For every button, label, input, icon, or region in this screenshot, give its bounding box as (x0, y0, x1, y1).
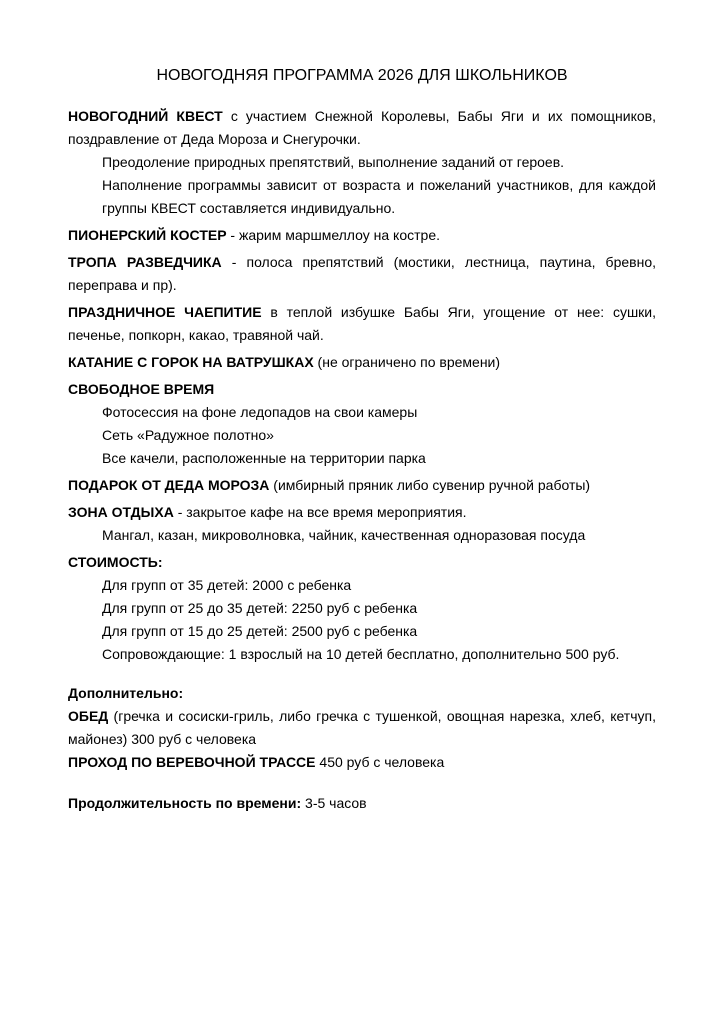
quest-details (102, 151, 656, 220)
rest-zone-text: - закрытое кафе на все время мероприятия. (173, 504, 467, 520)
bonfire-text: - жарим маршмеллоу на костре. (226, 227, 440, 243)
rest-zone-paragraph (68, 501, 656, 524)
duration-text: 3-5 часов (301, 795, 367, 811)
rest-zone-heading: ЗОНА ОТДЫХА (68, 504, 174, 520)
scout-trail-heading: ТРОПА РАЗВЕДЧИКА (68, 254, 222, 270)
lunch-text: (гречка и сосиски-гриль, либо гречка с тушенкой, овощная нарезка, хлеб, кетчуп, майонез) 300 руб с человека (68, 708, 656, 747)
document-title: НОВОГОДНЯЯ ПРОГРАММА 2026 ДЛЯ ШКОЛЬНИКОВ (156, 67, 568, 84)
additional-heading: Дополнительно: (68, 685, 184, 701)
gift-text: (имбирный пряник либо сувенир ручной работы) (269, 477, 591, 493)
free-time-item: Сеть «Радужное полотно» (102, 427, 274, 443)
pricing-item: Сопровождающие: 1 взрослый на 10 детей бесплатно, дополнительно 500 руб. (102, 646, 620, 662)
tea-party-text: в теплой избушке Бабы Яги, угощение от нее: сушки, печенье, попкорн, какао, травяной чай. (68, 304, 657, 343)
quest-heading: НОВОГОДНИЙ КВЕСТ (68, 108, 223, 124)
rest-zone-item: Мангал, казан, микроволновка, чайник, качественная одноразовая посуда (102, 527, 586, 543)
gift-heading: ПОДАРОК ОТ ДЕДА МОРОЗА (68, 477, 270, 493)
section-tubing (68, 351, 656, 374)
pricing-item: Для групп от 35 детей: 2000 с ребенка (102, 577, 352, 593)
lunch-paragraph (68, 705, 656, 751)
quest-paragraph (68, 105, 656, 151)
pricing-heading: СТОИМОСТЬ: (68, 554, 163, 570)
tubing-text: (не ограничено по времени) (313, 354, 501, 370)
rest-zone-items (102, 524, 656, 547)
free-time-paragraph (68, 378, 656, 401)
section-gift (68, 474, 656, 497)
free-time-item: Все качели, расположенные на территории парка (102, 450, 426, 466)
free-time-items (102, 401, 656, 470)
pricing-items (102, 574, 656, 666)
pricing-paragraph (68, 551, 656, 574)
pricing-item: Для групп от 15 до 25 детей: 2500 руб с ребенка (102, 623, 418, 639)
gift-paragraph (68, 474, 656, 497)
scout-trail-paragraph (68, 251, 656, 297)
pricing-item: Для групп от 25 до 35 детей: 2250 руб с ребенка (102, 600, 418, 616)
duration-heading: Продолжительность по времени: (68, 795, 302, 811)
scout-trail-text: - полоса препятствий (мостики, лестница, паутина, бревно, переправа и пр). (68, 254, 656, 293)
quest-text: с участием Снежной Королевы, Бабы Яги и их помощников, поздравление от Деда Мороза и Снегурочки. (68, 108, 656, 147)
rope-course-paragraph (68, 751, 656, 774)
section-tea-party (68, 301, 656, 347)
quest-detail-line: Преодоление природных препятствий, выполнение заданий от героев. (102, 154, 565, 170)
section-quest (68, 105, 656, 220)
bonfire-heading: ПИОНЕРСКИЙ КОСТЕР (68, 227, 227, 243)
tea-party-paragraph (68, 301, 656, 347)
section-free-time (68, 378, 656, 470)
section-duration (68, 792, 656, 815)
section-additional (68, 682, 656, 774)
free-time-heading: СВОБОДНОЕ ВРЕМЯ (68, 381, 215, 397)
tubing-heading: КАТАНИЕ С ГОРОК НА ВАТРУШКАХ (68, 354, 314, 370)
duration-paragraph (68, 792, 656, 815)
section-bonfire (68, 224, 656, 247)
free-time-item: Фотосессия на фоне ледопадов на свои камеры (102, 404, 418, 420)
tea-party-heading: ПРАЗДНИЧНОЕ ЧАЕПИТИЕ (68, 304, 262, 320)
rope-course-text: 450 руб с человека (315, 754, 445, 770)
lunch-heading: ОБЕД (68, 708, 109, 724)
additional-paragraph (68, 682, 656, 705)
rope-course-heading: ПРОХОД ПО ВЕРЕВОЧНОЙ ТРАССЕ (68, 754, 316, 770)
section-scout-trail (68, 251, 656, 297)
quest-detail-line: Наполнение программы зависит от возраста и пожеланий участников, для каждой группы КВЕСТ составляется индивидуально. (102, 177, 656, 216)
section-rest-zone (68, 501, 656, 547)
section-pricing (68, 551, 656, 666)
bonfire-paragraph (68, 224, 656, 247)
tubing-paragraph (68, 351, 656, 374)
